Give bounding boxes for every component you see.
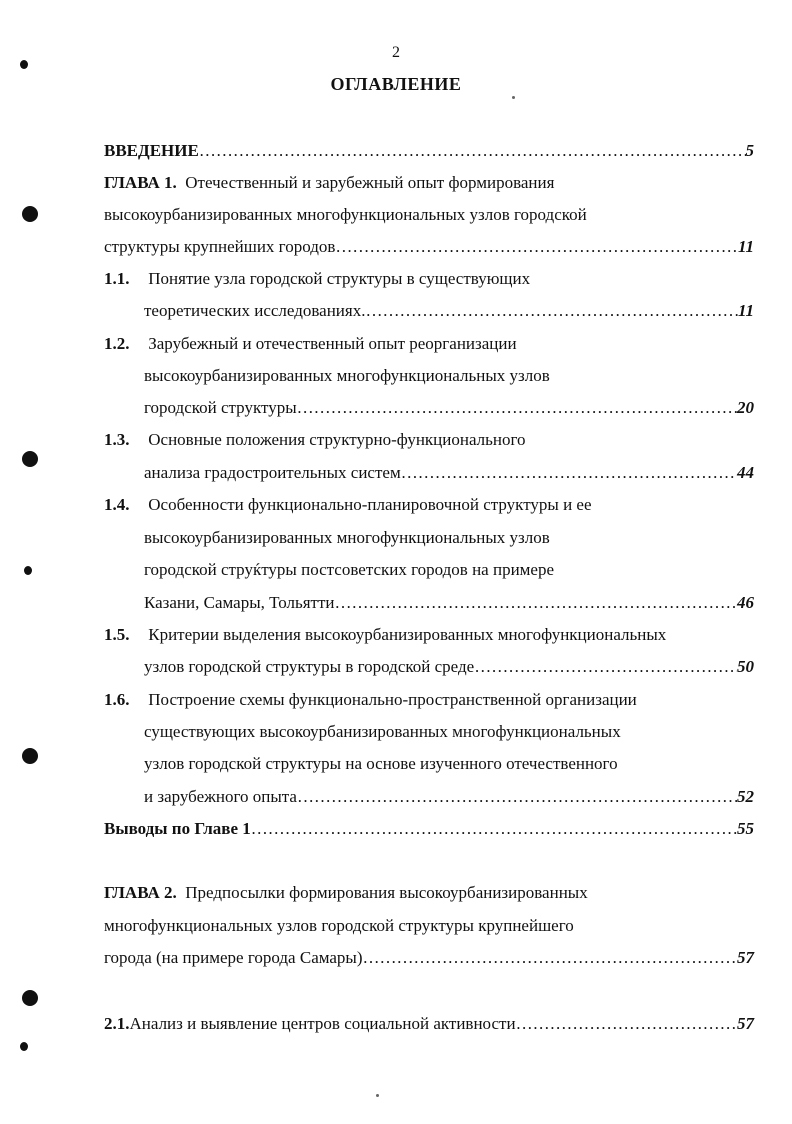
toc-text-line [104, 654, 754, 680]
section-number: 1.4. [104, 495, 130, 514]
toc-text: Построение схемы функционально-пространственной организации [148, 690, 637, 709]
toc-entry-1-3 [104, 427, 754, 453]
toc-entry-1-1 [104, 266, 754, 292]
toc-entry-2-1 [104, 1011, 754, 1037]
toc-text: теоретических исследованиях. [144, 301, 366, 320]
toc-entry-1-5 [104, 622, 754, 648]
leader-dots [516, 1011, 737, 1037]
toc-text-line [104, 395, 754, 421]
section-number: 2.1. [104, 1014, 130, 1033]
toc-entry-1-6 [104, 687, 754, 713]
leader-dots [363, 945, 737, 971]
scan-speck [512, 96, 515, 99]
section-number: 1.2. [104, 334, 130, 353]
toc-text: Особенности функционально-планировочной структуры и ее [148, 495, 592, 514]
leader-dots [199, 138, 746, 164]
binder-hole [22, 990, 38, 1006]
leader-dots [335, 234, 738, 260]
toc-text-line: высокоурбанизированных многофункциональных узлов [144, 366, 550, 385]
toc-text: структуры крупнейших городов [104, 237, 336, 256]
chapter-prefix: ГЛАВА 1. [104, 173, 177, 192]
leader-dots [474, 654, 737, 680]
scan-speck [24, 566, 32, 575]
chapter-prefix: ГЛАВА 2. [104, 883, 177, 902]
section-number: 1.5. [104, 625, 130, 644]
toc-text-line: высокоурбанизированных многофункциональных узлов городской [104, 205, 587, 224]
toc-text-line: многофункциональных узлов городской структуры крупнейшего [104, 916, 574, 935]
binder-hole [22, 748, 38, 764]
toc-entry-1-4 [104, 492, 754, 518]
toc-page: 55 [737, 819, 754, 838]
binder-hole [22, 206, 38, 222]
toc-page: 44 [737, 463, 754, 482]
toc-text: Понятие узла городской структуры в существующих [148, 269, 531, 288]
toc-entry-chapter-2 [104, 880, 754, 906]
leader-dots [335, 590, 737, 616]
toc-page: 46 [737, 593, 754, 612]
toc-text-line [104, 784, 754, 810]
toc-text: Критерии выделения высокоурбанизированных многофункциональных [148, 625, 667, 644]
toc-entry-chapter-1 [104, 170, 754, 196]
toc-page: 57 [737, 1014, 754, 1033]
toc-text-line: узлов городской структуры на основе изученного отечественного [144, 754, 618, 773]
toc-text: Казани, Самары, Тольятти [144, 593, 335, 612]
leader-dots [297, 784, 737, 810]
toc-page: 11 [737, 301, 754, 320]
leader-dots [401, 460, 737, 486]
toc-entry-intro [104, 138, 754, 164]
toc-label: Выводы по Главе 1 [104, 819, 251, 838]
toc-text: узлов городской структуры в городской среде [144, 657, 475, 676]
toc-text-line: городской струќтуры постсоветских городов на примере [144, 560, 555, 579]
toc-text: Зарубежный и отечественный опыт реорганизации [148, 334, 517, 353]
toc-text-line [104, 234, 754, 260]
leader-dots [365, 298, 737, 324]
leader-dots [297, 395, 737, 421]
toc-entry-1-2 [104, 331, 754, 357]
toc-page: 20 [737, 398, 754, 417]
section-number: 1.3. [104, 430, 130, 449]
toc-text-line: высокоурбанизированных многофункциональных узлов [144, 528, 550, 547]
leader-dots [251, 816, 737, 842]
toc-text-line [104, 945, 754, 971]
toc-page: 50 [737, 657, 754, 676]
page-number: 2 [392, 44, 400, 61]
toc-text: Анализ и выявление центров социальной активности [129, 1014, 516, 1033]
binder-hole [22, 451, 38, 467]
toc-label: ВВЕДЕНИЕ [104, 141, 199, 160]
toc-text-line [104, 590, 754, 616]
toc-text-line [104, 298, 754, 324]
toc-text: городской структуры [144, 398, 297, 417]
toc-text-line: существующих высокоурбанизированных многофункциональных [144, 722, 621, 741]
section-number: 1.6. [104, 690, 130, 709]
scan-speck [376, 1094, 379, 1097]
toc-text: анализа градостроительных систем [144, 463, 401, 482]
scan-speck [20, 1042, 28, 1051]
toc-page: 57 [737, 948, 754, 967]
toc-page: 11 [737, 237, 754, 256]
toc-text: Предпосылки формирования высокоурбанизированных [185, 883, 588, 902]
toc-text: Основные положения структурно-функционального [148, 430, 526, 449]
toc-text: Отечественный и зарубежный опыт формирования [185, 173, 555, 192]
section-number: 1.1. [104, 269, 130, 288]
toc-entry-conclusions-1 [104, 816, 754, 842]
toc-page: 52 [737, 787, 754, 806]
toc-text-line [104, 460, 754, 486]
toc-text: города (на примере города Самары) [104, 948, 363, 967]
toc-page: 5 [745, 141, 754, 160]
toc-text: и зарубежного опыта [144, 787, 297, 806]
page-title: ОГЛАВЛЕНИЕ [330, 74, 462, 94]
